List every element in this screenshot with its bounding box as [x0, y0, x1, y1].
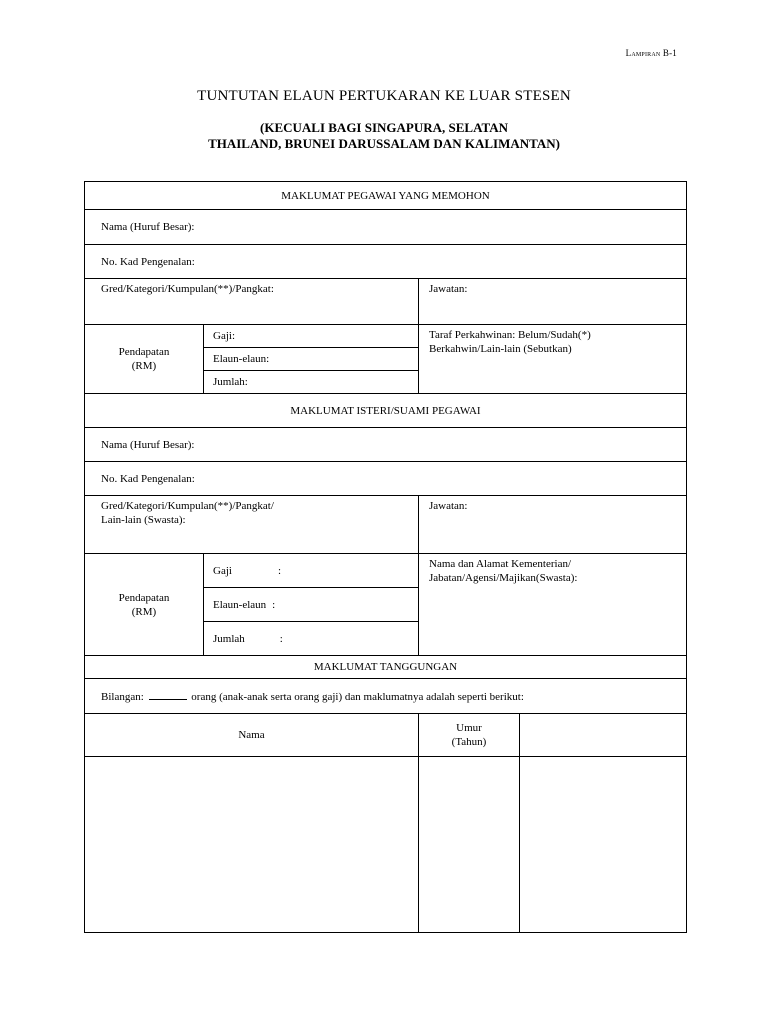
pasangan-gaji-label: Gaji: [213, 564, 232, 577]
column-header-blank: [520, 714, 687, 757]
pasangan-jumlah-colon: :: [279, 632, 283, 645]
pasangan-alamat-line-1: Nama dan Alamat Kementerian/: [429, 558, 572, 570]
column-header-nama: Nama: [85, 714, 419, 757]
pegawai-gred-field[interactable]: Gred/Kategori/Kumpulan(**)/Pangkat:: [85, 279, 419, 325]
pegawai-pendapatan-line-2: (RM): [131, 360, 157, 372]
lampiran-label: Lampiran B-1: [625, 48, 677, 58]
pegawai-kad-field[interactable]: No. Kad Pengenalan:: [85, 245, 687, 279]
section-heading-pasangan: MAKLUMAT ISTERI/SUAMI PEGAWAI: [85, 394, 687, 428]
bilangan-prefix: Bilangan:: [101, 690, 144, 703]
claim-form-table: [84, 181, 687, 933]
pegawai-pendapatan-line-1: Pendapatan: [118, 346, 170, 358]
pasangan-pendapatan-label: [85, 554, 204, 656]
pasangan-jumlah-field[interactable]: [204, 622, 419, 656]
section-heading-tanggungan: MAKLUMAT TANGGUNGAN: [85, 656, 687, 679]
column-header-umur: [419, 714, 520, 757]
pasangan-gaji-colon: :: [277, 564, 282, 577]
pegawai-taraf-line-1: Taraf Perkahwinan: Belum/Sudah(*): [429, 329, 591, 341]
pegawai-taraf-field[interactable]: [419, 325, 687, 394]
pegawai-taraf-line-2: Berkahwin/Lain-lain (Sebutkan): [429, 343, 572, 355]
pasangan-alamat-line-2: Jabatan/Agensi/Majikan(Swasta):: [429, 572, 578, 584]
pegawai-jumlah-field[interactable]: Jumlah:: [204, 371, 419, 394]
bilangan-blank[interactable]: [149, 689, 187, 700]
subtitle-line-1: (KECUALI BAGI SINGAPURA, SELATAN: [260, 120, 508, 135]
tanggungan-umur-cell[interactable]: [419, 757, 520, 933]
tanggungan-nama-cell[interactable]: [85, 757, 419, 933]
subtitle-line-2: THAILAND, BRUNEI DARUSSALAM DAN KALIMANTAN): [208, 136, 560, 151]
umur-line-1: Umur: [456, 722, 482, 734]
pegawai-gaji-field[interactable]: Gaji:: [204, 325, 419, 348]
form-title: TUNTUTAN ELAUN PERTUKARAN KE LUAR STESEN: [197, 88, 571, 104]
pegawai-jawatan-field[interactable]: Jawatan:: [419, 279, 687, 325]
pegawai-pendapatan-label: [85, 325, 204, 394]
pasangan-pendapatan-line-2: (RM): [131, 605, 157, 618]
bilangan-suffix: orang (anak-anak serta orang gaji) dan maklumatnya adalah seperti berikut:: [191, 690, 524, 703]
pasangan-pendapatan-line-1: Pendapatan: [118, 591, 170, 604]
umur-line-2: (Tahun): [451, 736, 487, 748]
pegawai-elaun-field[interactable]: Elaun-elaun:: [204, 348, 419, 371]
pegawai-nama-field[interactable]: Nama (Huruf Besar):: [85, 210, 687, 245]
pasangan-gred-field[interactable]: [85, 496, 419, 554]
pasangan-elaun-colon: :: [272, 598, 276, 611]
pasangan-jawatan-field[interactable]: Jawatan:: [419, 496, 687, 554]
pasangan-gaji-field[interactable]: [204, 554, 419, 588]
pasangan-gred-line-2: Lain-lain (Swasta):: [101, 514, 186, 526]
pasangan-nama-field[interactable]: Nama (Huruf Besar):: [85, 428, 687, 462]
pasangan-elaun-field[interactable]: [204, 588, 419, 622]
section-heading-pegawai: MAKLUMAT PEGAWAI YANG MEMOHON: [85, 182, 687, 210]
pasangan-gred-line-1: Gred/Kategori/Kumpulan(**)/Pangkat/: [101, 500, 274, 512]
pasangan-jumlah-label: Jumlah: [213, 632, 245, 645]
tanggungan-extra-cell[interactable]: [520, 757, 687, 933]
form-subtitle: [0, 120, 768, 152]
pasangan-alamat-field[interactable]: [419, 554, 687, 656]
pasangan-elaun-label: Elaun-elaun: [213, 598, 267, 611]
tanggungan-bilangan-field[interactable]: [85, 679, 687, 714]
pasangan-kad-field[interactable]: No. Kad Pengenalan:: [85, 462, 687, 496]
